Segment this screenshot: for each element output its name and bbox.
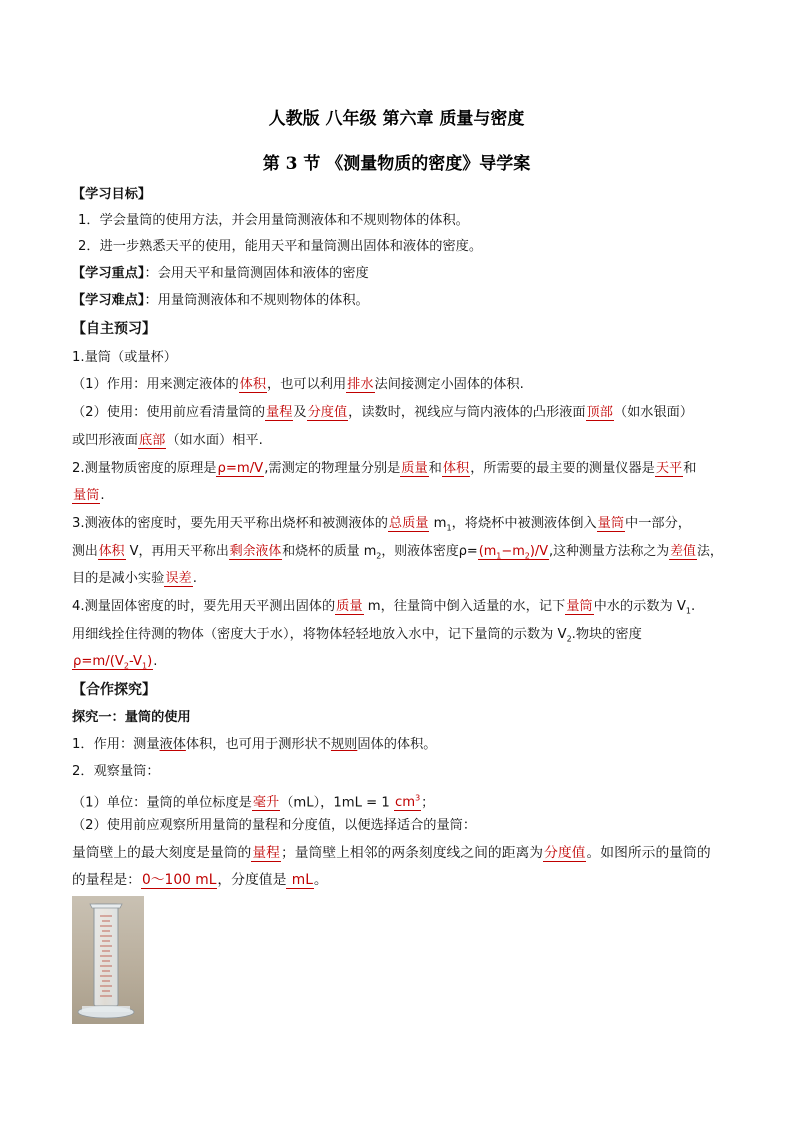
answer-blank: $\rho=m/(V_2-V_1)$ [73,654,153,671]
answer-blank: 液体 [159,737,186,752]
difficult-points-text: ：用量筒测液体和不规则物体的体积。 [144,293,369,308]
preview-item-1: 1.量筒（或量杯） [72,350,177,365]
answer-blank: 排水 [347,377,374,392]
answer-blank: 量程 [266,405,293,420]
graduated-cylinder-illustration [72,896,144,1024]
exploration-1-unit: （1）单位：量筒的单位标度是毫升（mL），1mL = 1 $cm^3$； [72,794,435,811]
answer-blank: $(m_1-m_2)/V$ [478,544,549,561]
key-points-label: 【学习重点】 [72,266,145,281]
preview-item-4: 4.测量固体密度的时，要先用天平测出固体的质量 m，往量筒中倒入适量的水，记下量筒中水的示数为 $V_1$. [72,599,696,616]
exploration-1-function: 1．作用：测量液体体积，也可用于测形状不规则固体的体积。 [72,737,437,752]
exploration-1-range-cont: 的量程是：0～100 mL，分度值是 mL。 [72,872,328,888]
preview-item-3-end: 目的是减小实验误差. [72,571,197,586]
exploration-1-observe: 2．观察量筒： [72,764,160,779]
preview-1-usage-cont: 或凹形液面底部（如水面）相平. [72,433,263,448]
answer-blank: 毫升 [252,795,280,811]
answer-blank: $cm^3$ [394,794,421,811]
key-points [72,265,732,283]
answer-blank: ρ=m/V [217,461,264,476]
answer-blank: 天平 [655,461,683,476]
difficult-points [72,292,732,310]
answer-blank: 底部 [138,433,166,448]
answer-blank: 量筒 [73,488,100,503]
answer-blank: 体积 [442,461,470,476]
answer-blank: 质量 [401,461,428,476]
preview-item-3: 3.测液体的密度时，要先用天平称出烧杯和被测液体的总质量 $m_1$，将烧杯中被测液体倒入量筒中一部分， [72,516,691,533]
preview-item-2: 2.测量物质密度的原理是ρ=m/V,需测定的物理量分别是质量和体积，所需要的最主要的测量仪器是天平和 [72,461,697,476]
answer-blank: 体积 [239,377,267,392]
document-title: 人教版 八年级 第六章 质量与密度 [268,109,525,129]
answer-blank: 体积 [98,544,125,559]
exploration-1-title: 探究一：量筒的使用 [72,710,191,725]
heading-self-preview: 【自主预习】 [72,321,156,337]
preview-1-function: （1）作用：用来测定液体的体积，也可以利用排水法间接测定小固体的体积. [72,377,524,392]
heading-cooperative-exploration: 【合作探究】 [72,682,156,698]
graduated-cylinder-image [72,896,144,1024]
exploration-1-range: 量筒壁上的最大刻度是量筒的量程；量筒壁上相邻的两条刻度线之间的距离为分度值。如图所示的量筒的 [72,845,711,861]
answer-blank: 分度值 [544,845,586,861]
preview-item-2-cont: 量筒. [73,488,105,503]
answer-blank: 规则 [330,737,358,752]
answer-blank: 质量 [336,599,363,614]
heading-learning-goals: 【学习目标】 [72,187,152,202]
preview-item-3-cont: 测出体积 V，再用天平称出剩余液体和烧杯的质量 $m_2$，则液体密度$\rho=(m_1-m_2)/V$,这种测量方法称之为差值法， [72,544,723,561]
preview-item-4-cont: 用细线拴住待测的物体（密度大于水），将物体轻轻地放入水中，记下量筒的示数为 $V_2$.物块的密度 [72,627,642,644]
preview-item-4-formula: $\rho=m/(V_2-V_1)$. [73,654,158,671]
answer-blank: 量筒 [566,599,593,614]
section-title: 第 3 节 《测量物质的密度》导学案 [262,154,531,174]
preview-1-usage: （2）使用：使用前应看清量筒的量程及分度值，读数时，视线应与筒内液体的凸形液面顶部（如水银面） [72,405,694,420]
goal-1: 1．学会量筒的使用方法，并会用量筒测液体和不规则物体的体积。 [78,213,469,228]
exploration-1-usage: （2）使用前应观察所用量筒的量程和分度值，以便选择适合的量筒： [72,818,477,833]
answer-blank: 误差 [165,571,192,586]
answer-blank: 量程 [252,845,280,861]
answer-blank: 总质量 [388,516,429,531]
answer-blank: 顶部 [586,405,613,420]
goal-2: 2．进一步熟悉天平的使用，能用天平和量筒测出固体和液体的密度。 [78,239,483,254]
answer-blank: 0～100 mL [141,872,217,888]
answer-blank: 量筒 [597,516,625,531]
key-points-text: ：会用天平和量筒测固体和液体的密度 [144,266,369,281]
difficult-points-label: 【学习难点】 [72,293,145,308]
answer-blank: 剩余液体 [229,544,282,559]
answer-blank: mL [287,872,313,888]
answer-blank: 差值 [670,544,696,559]
answer-blank: 分度值 [307,405,348,420]
